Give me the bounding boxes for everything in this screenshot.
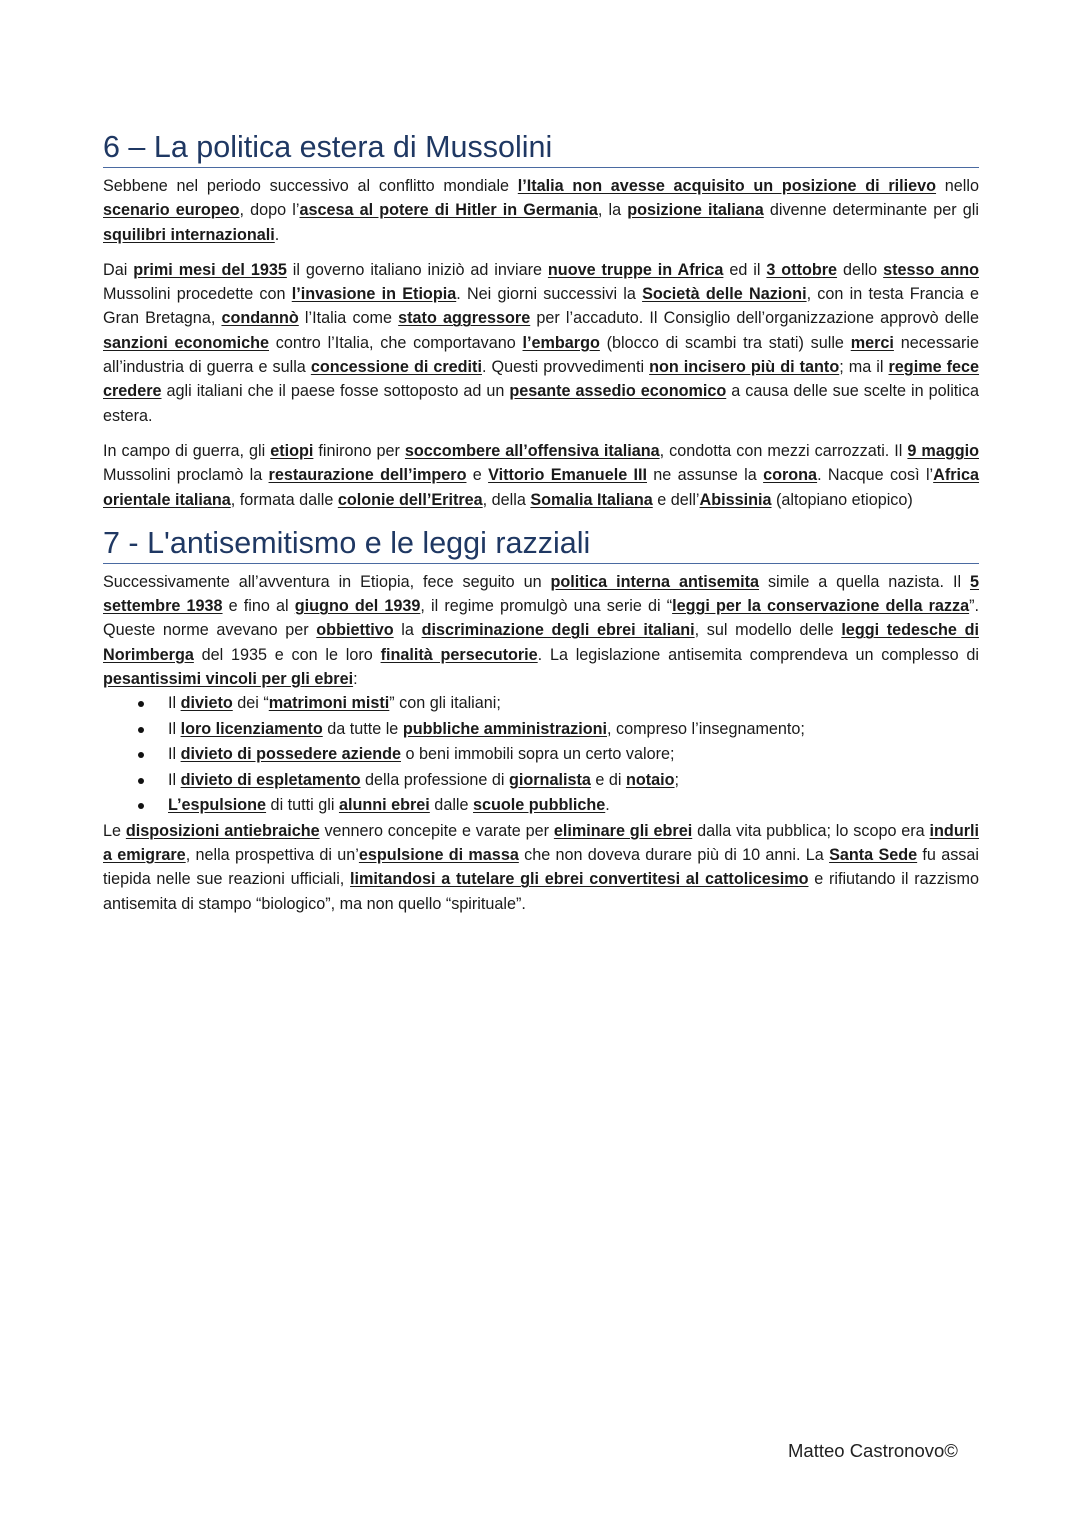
key-term: Abissinia: [699, 490, 772, 509]
key-term: disposizioni antiebraiche: [125, 821, 320, 840]
key-term: eliminare gli ebrei: [553, 821, 693, 840]
key-term: leggi per la conservazione della razza: [672, 597, 970, 616]
key-term: posizione italiana: [627, 201, 764, 220]
key-term: colonie dell’Eritrea: [337, 490, 483, 509]
list-item: L’espulsione di tutti gli alunni ebrei dalle scuole pubbliche.: [168, 793, 979, 819]
key-term: merci: [850, 333, 894, 352]
list-item: Il divieto dei “matrimoni misti” con gli italiani;: [168, 691, 979, 717]
key-term: restaurazione dell’impero: [268, 466, 467, 485]
key-term: Africa orientale italiana: [103, 466, 980, 509]
key-term: corona: [763, 466, 818, 485]
key-term: stesso anno: [883, 260, 980, 279]
list-item: Il divieto di possedere aziende o beni immobili sopra un certo valore;: [168, 742, 979, 768]
list-item: Il loro licenziamento da tutte le pubbliche amministrazioni, compreso l’insegnamento;: [168, 717, 979, 743]
section-7-paragraph-1: Successivamente all’avventura in Etiopia, fece seguito un politica interna antisemita simile a quella nazista. Il 5 settembre 1938 e fino al giugno del 1939, il regime promulgò una serie di “leggi per la conservazione della razza”. Queste norme avevano per obbiettivo la discriminazione degli ebrei italiani, sul modello delle leggi tedesche di Norimberga del 1935 e con le loro finalità persecutorie. La legislazione antisemita comprendeva un complesso di pesantissimi vincoli per gli ebrei:: [103, 572, 979, 689]
key-term: alunni ebrei: [338, 796, 430, 815]
key-term: primi mesi del 1935: [133, 260, 287, 279]
key-term: divieto di possedere aziende: [180, 745, 401, 764]
key-term: leggi tedesche di Norimberga: [103, 621, 979, 664]
key-term: Vittorio Emanuele III: [488, 466, 647, 485]
key-term: pubbliche amministrazioni: [402, 719, 607, 738]
key-term: scuole pubbliche: [473, 796, 606, 815]
restrictions-list: [103, 691, 979, 819]
key-term: loro licenziamento: [180, 719, 323, 738]
key-term: nuove truppe in Africa: [547, 260, 724, 279]
key-term: divieto: [180, 694, 233, 713]
key-term: divieto di espletamento: [180, 770, 361, 789]
key-term: pesantissimi vincoli per gli ebrei: [103, 670, 354, 689]
page-content: [103, 128, 979, 916]
key-term: soccombere all’offensiva italiana: [404, 441, 660, 460]
key-term: l’embargo: [522, 333, 600, 352]
key-term: espulsione di massa: [358, 846, 519, 865]
author-credit: Matteo Castronovo©: [788, 1440, 958, 1461]
key-term: limitandosi a tutelare gli ebrei convertitesi al cattolicesimo: [350, 870, 809, 889]
key-term: non incisero più di tanto: [649, 358, 840, 377]
key-term: giornalista: [508, 770, 591, 789]
key-term: matrimoni misti: [268, 694, 390, 713]
section-6-paragraph-3: In campo di guerra, gli etiopi finirono per soccombere all’offensiva italiana, condotta con mezzi carrozzati. Il 9 maggio Mussolini proclamò la restaurazione dell’impero e Vittorio Emanuele III ne assunse la corona. Nacque così l’Africa orientale italiana, formata dalle colonie dell’Eritrea, della Somalia Italiana e dell’Abissinia (altopiano etiopico): [103, 441, 980, 509]
key-term: Somalia Italiana: [530, 490, 653, 509]
key-term: 5 settembre 1938: [103, 572, 979, 616]
key-term: Santa Sede: [829, 846, 918, 865]
section-6-paragraph-1: Sebbene nel periodo successivo al conflitto mondiale l’Italia non avesse acquisito un posizione di rilievo nello scenario europeo, dopo l’ascesa al potere di Hitler in Germania, la posizione italiana divenne determinante per gli squilibri internazionali.: [103, 177, 979, 244]
key-term: stato aggressore: [398, 309, 531, 328]
key-term: discriminazione degli ebrei italiani: [421, 621, 695, 640]
section-6-heading: 6 – La politica estera di Mussolini: [103, 128, 979, 168]
key-term: L’espulsione: [168, 796, 267, 815]
section-7-heading: 7 - L'antisemitismo e le leggi razziali: [103, 524, 979, 564]
key-term: scenario europeo: [103, 201, 240, 220]
key-term: 3 ottobre: [766, 260, 838, 279]
key-term: squilibri internazionali: [103, 225, 275, 244]
section-6-paragraph-2: Dai primi mesi del 1935 il governo italiano iniziò ad inviare nuove truppe in Africa ed il 3 ottobre dello stesso anno Mussolini procedette con l’invasione in Etiopia. Nei giorni successivi la Società delle Nazioni, con in testa Francia e Gran Bretagna, condannò l’Italia come stato aggressore per l’accaduto. Il Consiglio dell’organizzazione approvò delle sanzioni economiche contro l’Italia, che comportavano l’embargo (blocco di scambi tra stati) sulle merci necessarie all’industria di guerra e sulla concessione di crediti. Questi provvedimenti non incisero più di tanto; ma il regime fece credere agli italiani che il paese fosse sottoposto ad un pesante assedio economico a causa delle sue scelte in politica estera.: [103, 260, 980, 425]
section-7-paragraph-2: Le disposizioni antiebraiche vennero concepite e varate per eliminare gli ebrei dalla vita pubblica; lo scopo era indurli a emigrare, nella prospettiva di un’espulsione di massa che non doveva durare più di 10 anni. La Santa Sede fu assai tiepida nelle sue reazioni ufficiali, limitandosi a tutelare gli ebrei convertitesi al cattolicesimo e rifiutando il razzismo antisemita di stampo “biologico”, ma non quello “spirituale”.: [103, 821, 980, 913]
key-term: Società delle Nazioni: [642, 285, 807, 304]
key-term: pesante assedio economico: [509, 382, 727, 401]
key-term: obbiettivo: [316, 621, 394, 640]
key-term: concessione di crediti: [310, 358, 482, 377]
key-term: finalità persecutorie: [380, 645, 538, 664]
key-term: l’Italia non avesse acquisito un posizione di rilievo: [517, 177, 937, 195]
key-term: l’invasione in Etiopia: [291, 285, 457, 304]
key-term: notaio: [625, 770, 675, 789]
key-term: condannò: [221, 309, 299, 328]
key-term: giugno del 1939: [294, 597, 421, 616]
key-term: regime fece credere: [103, 358, 980, 401]
key-term: 9 maggio: [907, 441, 979, 460]
key-term: indurli a emigrare: [103, 821, 980, 865]
key-term: sanzioni economiche: [103, 333, 270, 352]
key-term: politica interna antisemita: [550, 572, 760, 591]
list-item: Il divieto di espletamento della professione di giornalista e di notaio;: [168, 768, 979, 794]
key-term: etiopi: [270, 441, 314, 460]
key-term: ascesa al potere di Hitler in Germania: [299, 201, 598, 220]
